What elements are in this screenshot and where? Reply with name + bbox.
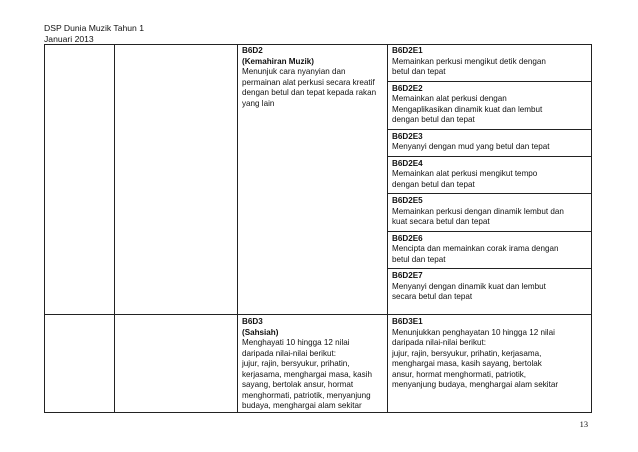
evidence-code: B6D2E1 — [392, 46, 423, 55]
evidence-text: Menyanyi dengan mud yang betul dan tepat — [392, 142, 550, 151]
empty-cell — [45, 315, 115, 413]
evidence-code: B6D2E3 — [392, 131, 423, 141]
standard-code: B6D3 — [242, 317, 263, 326]
evidence-item — [388, 194, 591, 232]
evidence-item — [388, 232, 591, 270]
empty-cell — [115, 315, 238, 413]
document-header — [44, 23, 144, 44]
evidence-text: Menyanyi dengan dinamik kuat dan lembut secara betul dan tepat — [392, 281, 546, 301]
table-row — [45, 45, 592, 315]
evidence-code: B6D2E7 — [392, 271, 423, 280]
evidence-item — [388, 269, 591, 306]
evidence-item — [388, 130, 591, 157]
evidence-cell — [388, 45, 592, 315]
evidence-text: Memainkan perkusi dengan dinamik lembut dan kuat secara betul dan tepat — [392, 206, 564, 226]
evidence-code: B6D2E6 — [392, 233, 423, 243]
standard-cell — [238, 315, 388, 413]
evidence-item — [388, 82, 591, 130]
header-title: DSP Dunia Muzik Tahun 1 — [44, 23, 144, 33]
standard-code: B6D2 — [242, 46, 263, 55]
header-date: Januari 2013 — [44, 33, 94, 44]
standard-text: Menunjuk cara nyanyian dan permainan alat perkusi secara kreatif dengan betul dan tepat kepada rakan yang lain — [242, 67, 377, 108]
table-row — [45, 315, 592, 413]
evidence-text: Mencipta dan memainkan corak irama dengan betul dan tepat — [392, 244, 559, 264]
page-number: 13 — [579, 420, 588, 429]
evidence-code: B6D2E2 — [392, 83, 423, 93]
evidence-text: Memainkan alat perkusi dengan Mengaplikasikan dinamik kuat dan lembut dengan betul dan tepat — [392, 94, 543, 124]
evidence-code: B6D3E1 — [392, 317, 423, 326]
empty-cell — [45, 45, 115, 315]
evidence-code: B6D2E4 — [392, 158, 423, 168]
evidence-item — [388, 46, 591, 82]
standard-cell — [238, 45, 388, 315]
standards-table — [44, 44, 592, 413]
evidence-text: Menunjukkan penghayatan 10 hingga 12 nilai daripada nilai-nilai berikut: jujur, rajin, bersyukur, prihatin, kerjasama, menghargai masa, kasih sayang, bertolak ansur, hormat menghormati, patriotik, menyanjung budaya, menghargai alam sekitar — [392, 327, 559, 389]
evidence-text: Memainkan perkusi mengikut detik dengan betul dan tepat — [392, 56, 546, 76]
evidence-item — [388, 157, 591, 195]
evidence-code: B6D2E5 — [392, 196, 423, 205]
evidence-cell — [388, 315, 592, 413]
standard-title: (Sahsiah) — [242, 327, 279, 337]
standard-text: Menghayati 10 hingga 12 nilai daripada nilai-nilai berikut: jujur, rajin, bersyukur, prihatin, kerjasama, menghargai masa, kasih sayang, bertolak ansur, hormat menghormati, patriotik, menyanjung budaya, menghargai alam sekitar — [242, 338, 373, 410]
evidence-text: Memainkan alat perkusi mengikut tempo dengan betul dan tepat — [392, 169, 538, 189]
empty-cell — [115, 45, 238, 315]
standard-title: (Kemahiran Muzik) — [242, 56, 314, 66]
